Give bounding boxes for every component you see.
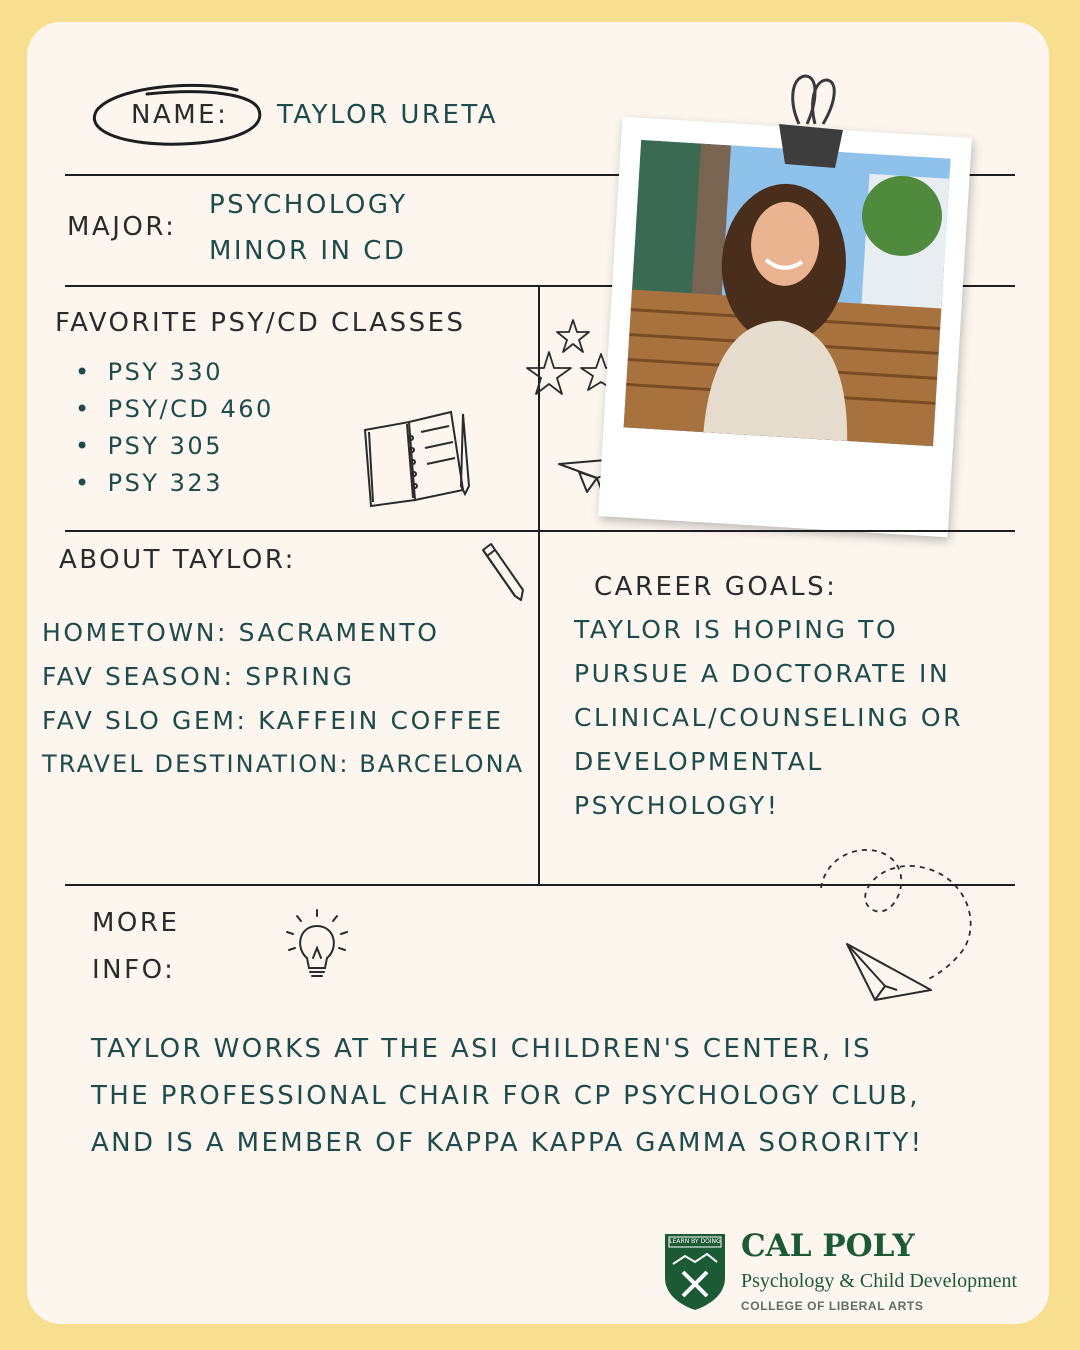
- major-line-2: MINOR IN CD: [209, 236, 407, 266]
- profile-card: [27, 22, 1049, 1324]
- logo-college: COLLEGE OF LIBERAL ARTS: [741, 1299, 924, 1313]
- classes-heading: FAVORITE PSY/CD CLASSES: [55, 308, 466, 338]
- profile-photo-frame: [598, 117, 972, 538]
- about-heading: ABOUT TAYLOR:: [59, 545, 296, 575]
- about-line: TRAVEL DESTINATION: BARCELONA: [42, 750, 525, 778]
- career-line: CLINICAL/COUNSELING OR: [574, 703, 964, 732]
- more-info-line: THE PROFESSIONAL CHAIR FOR CP PSYCHOLOGY CLUB,: [91, 1081, 920, 1111]
- cal-poly-logo: [663, 1228, 1049, 1318]
- more-info-heading-2: INFO:: [92, 955, 176, 985]
- career-line: TAYLOR IS HOPING TO: [574, 615, 899, 644]
- lightbulb-icon: [283, 908, 353, 982]
- class-item: • PSY 305: [75, 428, 274, 465]
- logo-wordmark: CAL POLY: [741, 1228, 915, 1264]
- major-label: MAJOR:: [67, 212, 177, 242]
- divider-3: [65, 530, 1015, 532]
- more-info-line: TAYLOR WORKS AT THE ASI CHILDREN'S CENTER, IS: [91, 1034, 873, 1064]
- paper-plane-loop-icon: [813, 840, 983, 1010]
- class-item: • PSY 330: [75, 354, 274, 391]
- name-value: TAYLOR URETA: [277, 100, 499, 130]
- more-info-heading-1: MORE: [92, 908, 180, 938]
- more-info-line: AND IS A MEMBER OF KAPPA KAPPA GAMMA SORORITY!: [91, 1128, 924, 1158]
- classes-list: [75, 354, 274, 502]
- class-item: • PSY 323: [75, 465, 274, 502]
- paperclip-icon: [775, 72, 847, 172]
- class-item: • PSY/CD 460: [75, 391, 274, 428]
- about-line: HOMETOWN: SACRAMENTO: [42, 618, 440, 647]
- career-line: PURSUE A DOCTORATE IN: [574, 659, 951, 688]
- major-line-1: PSYCHOLOGY: [209, 190, 408, 220]
- about-line: FAV SLO GEM: KAFFEIN COFFEE: [42, 706, 504, 735]
- logo-shield-text: LEARN BY DOING: [669, 1238, 721, 1245]
- pencil-icon: [477, 542, 527, 602]
- notebook-icon: [359, 408, 477, 508]
- career-line: DEVELOPMENTAL: [574, 747, 824, 776]
- career-line: PSYCHOLOGY!: [574, 791, 780, 820]
- career-heading: CAREER GOALS:: [594, 572, 838, 602]
- about-line: FAV SEASON: SPRING: [42, 662, 355, 691]
- profile-photo: [624, 140, 951, 446]
- name-label: NAME:: [131, 100, 229, 130]
- logo-department: Psychology & Child Development: [741, 1270, 1018, 1292]
